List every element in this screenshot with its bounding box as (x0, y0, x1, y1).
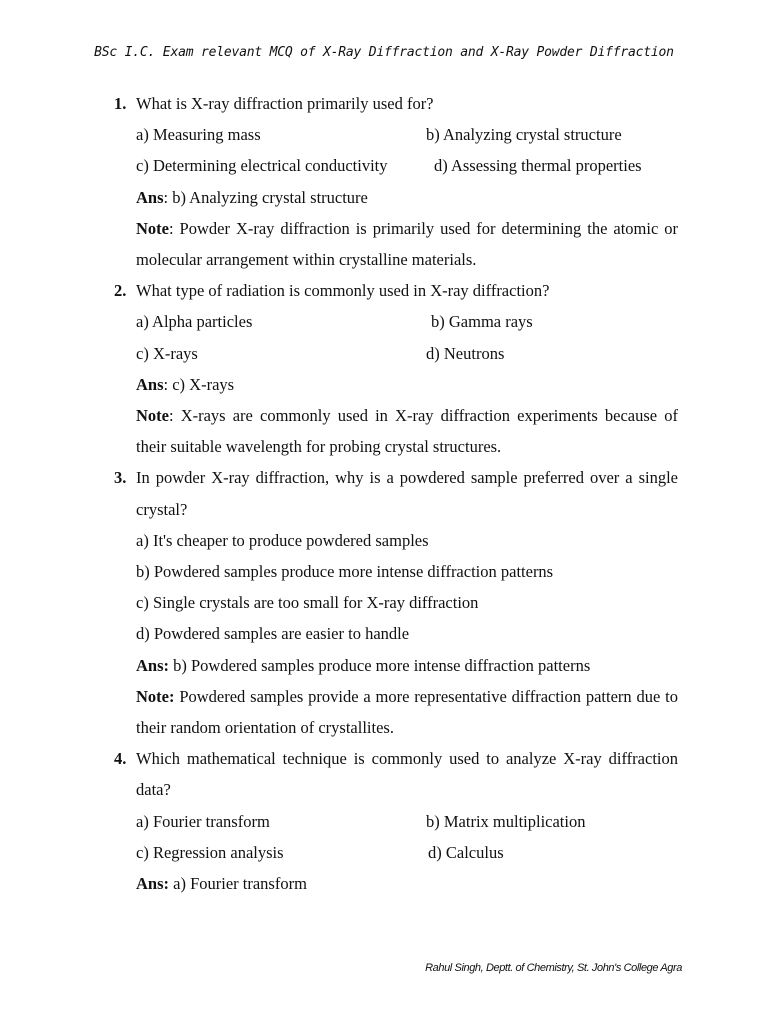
answer-text: : b) Analyzing crystal structure (163, 187, 368, 207)
note-text: Powdered samples provide a more representative diffraction pattern due to their random orientation of crystallites. (136, 686, 678, 738)
note-text: : X-rays are commonly used in X-ray diffraction experiments because of their suitable wavelength for probing crystal structures. (136, 406, 678, 457)
question-text: Which mathematical technique is commonly used to analyze X-ray diffraction data? (136, 749, 678, 800)
answer-label: Ans (136, 187, 164, 207)
question-4 (108, 743, 678, 899)
question-number: 2. (114, 281, 127, 301)
option-b: b) Analyzing crystal structure (426, 125, 622, 145)
question-text: In powder X-ray diffraction, why is a powdered sample preferred over a single crystal? (136, 468, 678, 519)
answer-label: Ans (136, 374, 164, 394)
options-row (136, 119, 678, 150)
options-row (136, 806, 678, 837)
option-b: b) Matrix multiplication (426, 811, 586, 831)
answer-label: Ans: (136, 874, 170, 894)
options-row (136, 338, 678, 369)
question-text: What type of radiation is commonly used in X-ray diffraction? (136, 281, 550, 301)
option-a: a) Alpha particles (136, 312, 253, 332)
question-number: 1. (114, 94, 127, 113)
option-d: d) Calculus (428, 842, 504, 862)
option-d: d) Neutrons (426, 343, 505, 363)
page-footer: Rahul Singh, Deptt. of Chemistry, St. John's College Agra (425, 962, 682, 974)
question-number: 4. (114, 749, 127, 769)
option-d: d) Powdered samples are easier to handle (136, 624, 410, 644)
question-1 (108, 88, 678, 275)
options-row (136, 150, 678, 181)
note-line (136, 400, 678, 462)
option-c: c) Regression analysis (136, 842, 284, 862)
note-text: : Powder X-ray diffraction is primarily used for determining the atomic or molecular arrangement within crystalline materials. (136, 218, 678, 270)
note-label: Note: (136, 686, 175, 706)
option-a: a) It's cheaper to produce powdered samples (136, 530, 429, 550)
answer-text: b) Powdered samples produce more intense diffraction patterns (169, 655, 591, 675)
answer-line (136, 182, 678, 213)
question-2 (108, 275, 678, 462)
option-b: b) Powdered samples produce more intense diffraction patterns (136, 562, 554, 582)
answer-text: a) Fourier transform (169, 874, 307, 894)
page-header: BSc I.C. Exam relevant MCQ of X-Ray Diffraction and X-Ray Powder Diffraction (94, 45, 674, 60)
note-line (136, 213, 678, 275)
note-label: Note (136, 218, 169, 238)
note-label: Note (136, 406, 169, 426)
note-line (136, 681, 678, 743)
option-b: b) Gamma rays (431, 312, 533, 332)
question-text: What is X-ray diffraction primarily used for? (136, 94, 434, 113)
options-row (136, 306, 678, 337)
options-row (136, 837, 678, 868)
option-c: c) Determining electrical conductivity (136, 156, 388, 176)
answer-label: Ans: (136, 655, 170, 675)
answer-text: : c) X-rays (163, 374, 235, 394)
option-c: c) X-rays (136, 343, 198, 363)
question-3 (108, 462, 678, 743)
option-d: d) Assessing thermal properties (434, 156, 642, 176)
question-number: 3. (114, 468, 127, 488)
document-body (108, 88, 678, 899)
option-c: c) Single crystals are too small for X-ray diffraction (136, 593, 479, 613)
answer-line (136, 868, 678, 899)
answer-line (136, 650, 678, 681)
answer-line (136, 369, 678, 400)
option-a: a) Fourier transform (136, 811, 270, 831)
option-a: a) Measuring mass (136, 125, 261, 145)
